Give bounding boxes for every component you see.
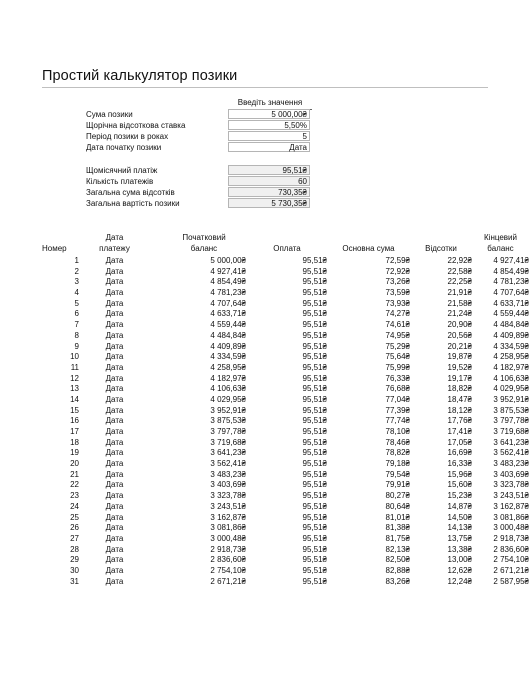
row-start-balance: 4 854,49₴ [210,277,246,287]
row-payment: 95,51₴ [302,309,327,319]
row-date: Дата [105,288,124,298]
row-principal: 74,27₴ [385,309,410,319]
header-principal: Основна сума [342,244,395,253]
row-end-balance: 4 106,63₴ [493,373,529,383]
row-number: 30 [70,565,79,575]
row-end-balance: 4 559,44₴ [493,309,529,319]
row-start-balance: 3 162,87₴ [210,512,246,522]
total-interest-value: 730,35₴ [228,187,310,197]
row-payment: 95,51₴ [302,266,327,276]
row-number: 17 [70,427,79,436]
interest-rate-label: Щорічна відсоткова ставка [86,121,186,130]
row-start-balance: 3 243,51₴ [210,501,246,511]
row-payment: 95,51₴ [302,512,327,522]
row-payment: 95,51₴ [302,277,327,287]
row-principal: 75,64₴ [385,352,410,362]
row-number: 13 [70,384,79,394]
row-start-balance: 4 633,71₴ [210,309,246,319]
row-date: Дата [105,512,124,522]
row-date: Дата [105,459,124,469]
row-start-balance: 4 334,59₴ [210,352,246,362]
row-end-balance: 4 182,97₴ [493,362,529,372]
row-principal: 73,93₴ [385,298,410,308]
row-end-balance: 3 952,91₴ [493,394,529,404]
row-number: 23 [70,491,79,501]
row-principal: 78,82₴ [385,448,410,458]
row-principal: 80,27₴ [385,491,410,501]
row-principal: 81,75₴ [385,533,410,543]
row-principal: 82,13₴ [385,544,410,554]
row-principal: 78,46₴ [385,437,410,447]
row-start-balance: 3 483,23₴ [210,469,246,479]
row-interest: 14,13₴ [447,523,472,533]
row-number: 11 [70,362,79,372]
row-number: 28 [70,544,79,554]
loan-period-field[interactable]: 5 [228,131,310,141]
row-number: 4 [74,288,79,298]
row-interest: 18,82₴ [447,384,472,394]
row-end-balance: 2 836,60₴ [493,544,529,554]
row-interest: 19,17₴ [447,373,472,383]
row-start-balance: 2 754,10₴ [210,565,246,575]
header-end-balance-line2: баланс [487,244,514,253]
row-principal: 82,88₴ [385,565,410,575]
total-cost-value: 5 730,35₴ [228,198,310,208]
row-date: Дата [105,373,124,383]
row-payment: 95,51₴ [302,533,327,543]
row-number: 31 [70,576,79,586]
row-principal: 77,74₴ [385,416,410,426]
row-date: Дата [105,555,124,565]
row-start-balance: 3 797,78₴ [210,427,246,436]
row-number: 24 [70,501,79,511]
row-principal: 74,95₴ [385,330,410,340]
row-number: 21 [70,469,79,479]
row-number: 26 [70,523,79,533]
row-date: Дата [105,405,124,415]
row-interest: 14,87₴ [447,501,472,511]
row-number: 20 [70,459,79,469]
row-date: Дата [105,491,124,501]
row-interest: 13,00₴ [447,555,472,565]
header-date-line2: платежу [99,244,130,253]
row-interest: 22,92₴ [447,256,472,265]
total-interest-label: Загальна сума відсотків [86,188,175,197]
row-interest: 20,21₴ [447,341,472,351]
row-end-balance: 3 875,53₴ [493,405,529,415]
row-number: 25 [70,512,79,522]
row-number: 16 [70,416,79,426]
row-interest: 17,76₴ [447,416,472,426]
row-payment: 95,51₴ [302,373,327,383]
row-interest: 15,96₴ [447,469,472,479]
row-date: Дата [105,277,124,287]
row-interest: 18,47₴ [447,394,472,404]
row-end-balance: 3 162,87₴ [493,501,529,511]
total-cost-label: Загальна вартість позики [86,199,180,208]
row-date: Дата [105,565,124,575]
row-end-balance: 4 029,95₴ [493,384,529,394]
row-end-balance: 4 781,23₴ [493,277,529,287]
row-interest: 17,41₴ [447,427,472,436]
row-end-balance: 4 854,49₴ [493,266,529,276]
row-principal: 83,26₴ [385,576,410,586]
row-start-balance: 2 836,60₴ [210,555,246,565]
row-principal: 74,61₴ [385,320,410,330]
row-start-balance: 4 781,23₴ [210,288,246,298]
row-payment: 95,51₴ [302,352,327,362]
row-payment: 95,51₴ [302,555,327,565]
row-principal: 77,39₴ [385,405,410,415]
row-interest: 14,50₴ [447,512,472,522]
row-start-balance: 4 258,95₴ [210,362,246,372]
row-date: Дата [105,501,124,511]
row-start-balance: 3 719,68₴ [210,437,246,447]
row-number: 19 [70,448,79,458]
row-payment: 95,51₴ [302,384,327,394]
row-date: Дата [105,256,124,265]
row-number: 10 [70,352,79,362]
row-number: 6 [74,309,79,319]
row-start-balance: 4 707,64₴ [210,298,246,308]
row-number: 27 [70,533,79,543]
row-end-balance: 3 797,78₴ [493,416,529,426]
row-end-balance: 4 927,41₴ [493,256,529,265]
row-interest: 19,52₴ [447,362,472,372]
header-start-balance-line1: Початковий [182,233,226,242]
row-payment: 95,51₴ [302,394,327,404]
row-interest: 20,90₴ [447,320,472,330]
row-interest: 19,87₴ [447,352,472,362]
row-principal: 82,50₴ [385,555,410,565]
row-interest: 20,56₴ [447,330,472,340]
header-payment: Оплата [273,244,301,253]
row-date: Дата [105,416,124,426]
row-payment: 95,51₴ [302,427,327,436]
row-payment: 95,51₴ [302,491,327,501]
row-principal: 73,26₴ [385,277,410,287]
row-interest: 13,38₴ [447,544,472,554]
row-number: 14 [70,394,79,404]
row-start-balance: 4 182,97₴ [210,373,246,383]
row-interest: 22,25₴ [447,277,472,287]
loan-amount-label: Сума позики [86,110,133,119]
row-start-balance: 3 403,69₴ [210,480,246,490]
row-date: Дата [105,448,124,458]
row-principal: 79,54₴ [385,469,410,479]
row-principal: 78,10₴ [385,427,410,436]
row-payment: 95,51₴ [302,480,327,490]
row-principal: 75,29₴ [385,341,410,351]
row-payment: 95,51₴ [302,576,327,586]
row-end-balance: 2 754,10₴ [493,555,529,565]
row-payment: 95,51₴ [302,437,327,447]
row-number: 15 [70,405,79,415]
row-end-balance: 4 409,89₴ [493,330,529,340]
row-end-balance: 2 918,73₴ [493,533,529,543]
row-date: Дата [105,544,124,554]
page-title: Простий калькулятор позики [42,68,238,84]
row-principal: 72,92₴ [385,266,410,276]
row-payment: 95,51₴ [302,341,327,351]
row-start-balance: 4 029,95₴ [210,394,246,404]
row-interest: 12,24₴ [447,576,472,586]
row-start-balance: 4 559,44₴ [210,320,246,330]
row-interest: 12,62₴ [447,565,472,575]
loan-amount-field[interactable]: 5 000,00₴ [228,109,310,119]
row-start-balance: 4 106,63₴ [210,384,246,394]
row-end-balance: 2 587,95₴ [493,576,529,586]
row-interest: 13,75₴ [447,533,472,543]
row-start-balance: 2 671,21₴ [210,576,246,586]
row-payment: 95,51₴ [302,320,327,330]
row-payment: 95,51₴ [302,501,327,511]
title-divider [42,87,488,88]
row-start-balance: 3 562,41₴ [210,459,246,469]
row-end-balance: 4 334,59₴ [493,341,529,351]
payment-count-label: Кількість платежів [86,177,154,186]
row-interest: 17,05₴ [447,437,472,447]
row-number: 1 [74,256,79,265]
row-end-balance: 3 323,78₴ [493,480,529,490]
row-end-balance: 3 562,41₴ [493,448,529,458]
row-end-balance: 3 081,86₴ [493,512,529,522]
row-payment: 95,51₴ [302,405,327,415]
row-payment: 95,51₴ [302,298,327,308]
row-interest: 16,33₴ [447,459,472,469]
row-principal: 77,04₴ [385,394,410,404]
row-date: Дата [105,309,124,319]
row-date: Дата [105,469,124,479]
row-end-balance: 4 484,84₴ [493,320,529,330]
row-payment: 95,51₴ [302,288,327,298]
row-date: Дата [105,298,124,308]
row-end-balance: 2 671,21₴ [493,565,529,575]
row-payment: 95,51₴ [302,256,327,265]
header-start-balance-line2: баланс [190,244,218,253]
row-principal: 76,33₴ [385,373,410,383]
payment-count-value: 60 [228,176,310,186]
row-payment: 95,51₴ [302,523,327,533]
inputs-header: Введіть значення [228,98,312,110]
row-number: 22 [70,480,79,490]
row-principal: 80,64₴ [385,501,410,511]
row-payment: 95,51₴ [302,448,327,458]
row-end-balance: 3 000,48₴ [493,523,529,533]
row-start-balance: 3 641,23₴ [210,448,246,458]
row-principal: 73,59₴ [385,288,410,298]
row-number: 2 [74,266,79,276]
monthly-payment-value: 95,51₴ [228,165,310,175]
row-date: Дата [105,266,124,276]
row-payment: 95,51₴ [302,330,327,340]
row-end-balance: 3 719,68₴ [493,427,529,436]
row-principal: 79,18₴ [385,459,410,469]
row-date: Дата [105,427,124,436]
header-interest: Відсотки [425,244,457,253]
row-start-balance: 5 000,00₴ [210,256,246,265]
row-date: Дата [105,437,124,447]
row-interest: 15,60₴ [447,480,472,490]
header-number: Номер [42,244,67,253]
row-end-balance: 3 483,23₴ [493,459,529,469]
header-date-line1: Дата [105,233,124,242]
row-interest: 15,23₴ [447,491,472,501]
start-date-field[interactable]: Дата [228,142,310,152]
row-number: 3 [74,277,79,287]
row-date: Дата [105,576,124,586]
row-end-balance: 4 633,71₴ [493,298,529,308]
row-interest: 16,69₴ [447,448,472,458]
row-date: Дата [105,362,124,372]
row-number: 29 [70,555,79,565]
row-principal: 81,38₴ [385,523,410,533]
header-end-balance-line1: Кінцевий [484,233,517,242]
row-start-balance: 3 000,48₴ [210,533,246,543]
row-date: Дата [105,352,124,362]
row-number: 7 [74,320,79,330]
row-payment: 95,51₴ [302,362,327,372]
row-payment: 95,51₴ [302,469,327,479]
row-date: Дата [105,341,124,351]
row-end-balance: 3 243,51₴ [493,491,529,501]
row-date: Дата [105,384,124,394]
row-principal: 75,99₴ [385,362,410,372]
row-end-balance: 4 707,64₴ [493,288,529,298]
row-number: 5 [74,298,79,308]
row-payment: 95,51₴ [302,459,327,469]
row-principal: 72,59₴ [385,256,410,265]
row-interest: 21,91₴ [447,288,472,298]
row-number: 12 [70,373,79,383]
row-start-balance: 3 952,91₴ [210,405,246,415]
row-end-balance: 4 258,95₴ [493,352,529,362]
row-number: 18 [70,437,79,447]
monthly-payment-label: Щомісячний платіж [86,166,158,175]
row-interest: 21,58₴ [447,298,472,308]
row-interest: 21,24₴ [447,309,472,319]
row-date: Дата [105,523,124,533]
row-start-balance: 3 081,86₴ [210,523,246,533]
row-principal: 81,01₴ [385,512,410,522]
row-start-balance: 3 875,53₴ [210,416,246,426]
interest-rate-field[interactable]: 5,50% [228,120,310,130]
row-start-balance: 4 927,41₴ [210,266,246,276]
row-payment: 95,51₴ [302,416,327,426]
row-date: Дата [105,320,124,330]
loan-period-label: Період позики в роках [86,132,169,141]
row-number: 8 [74,330,79,340]
row-date: Дата [105,533,124,543]
start-date-label: Дата початку позики [86,143,162,152]
row-number: 9 [74,341,79,351]
row-end-balance: 3 641,23₴ [493,437,529,447]
row-principal: 76,68₴ [385,384,410,394]
row-start-balance: 4 409,89₴ [210,341,246,351]
row-principal: 79,91₴ [385,480,410,490]
row-interest: 18,12₴ [447,405,472,415]
row-date: Дата [105,394,124,404]
row-payment: 95,51₴ [302,565,327,575]
row-payment: 95,51₴ [302,544,327,554]
row-interest: 22,58₴ [447,266,472,276]
row-start-balance: 2 918,73₴ [210,544,246,554]
row-date: Дата [105,330,124,340]
row-date: Дата [105,480,124,490]
row-start-balance: 4 484,84₴ [210,330,246,340]
row-end-balance: 3 403,69₴ [493,469,529,479]
row-start-balance: 3 323,78₴ [210,491,246,501]
